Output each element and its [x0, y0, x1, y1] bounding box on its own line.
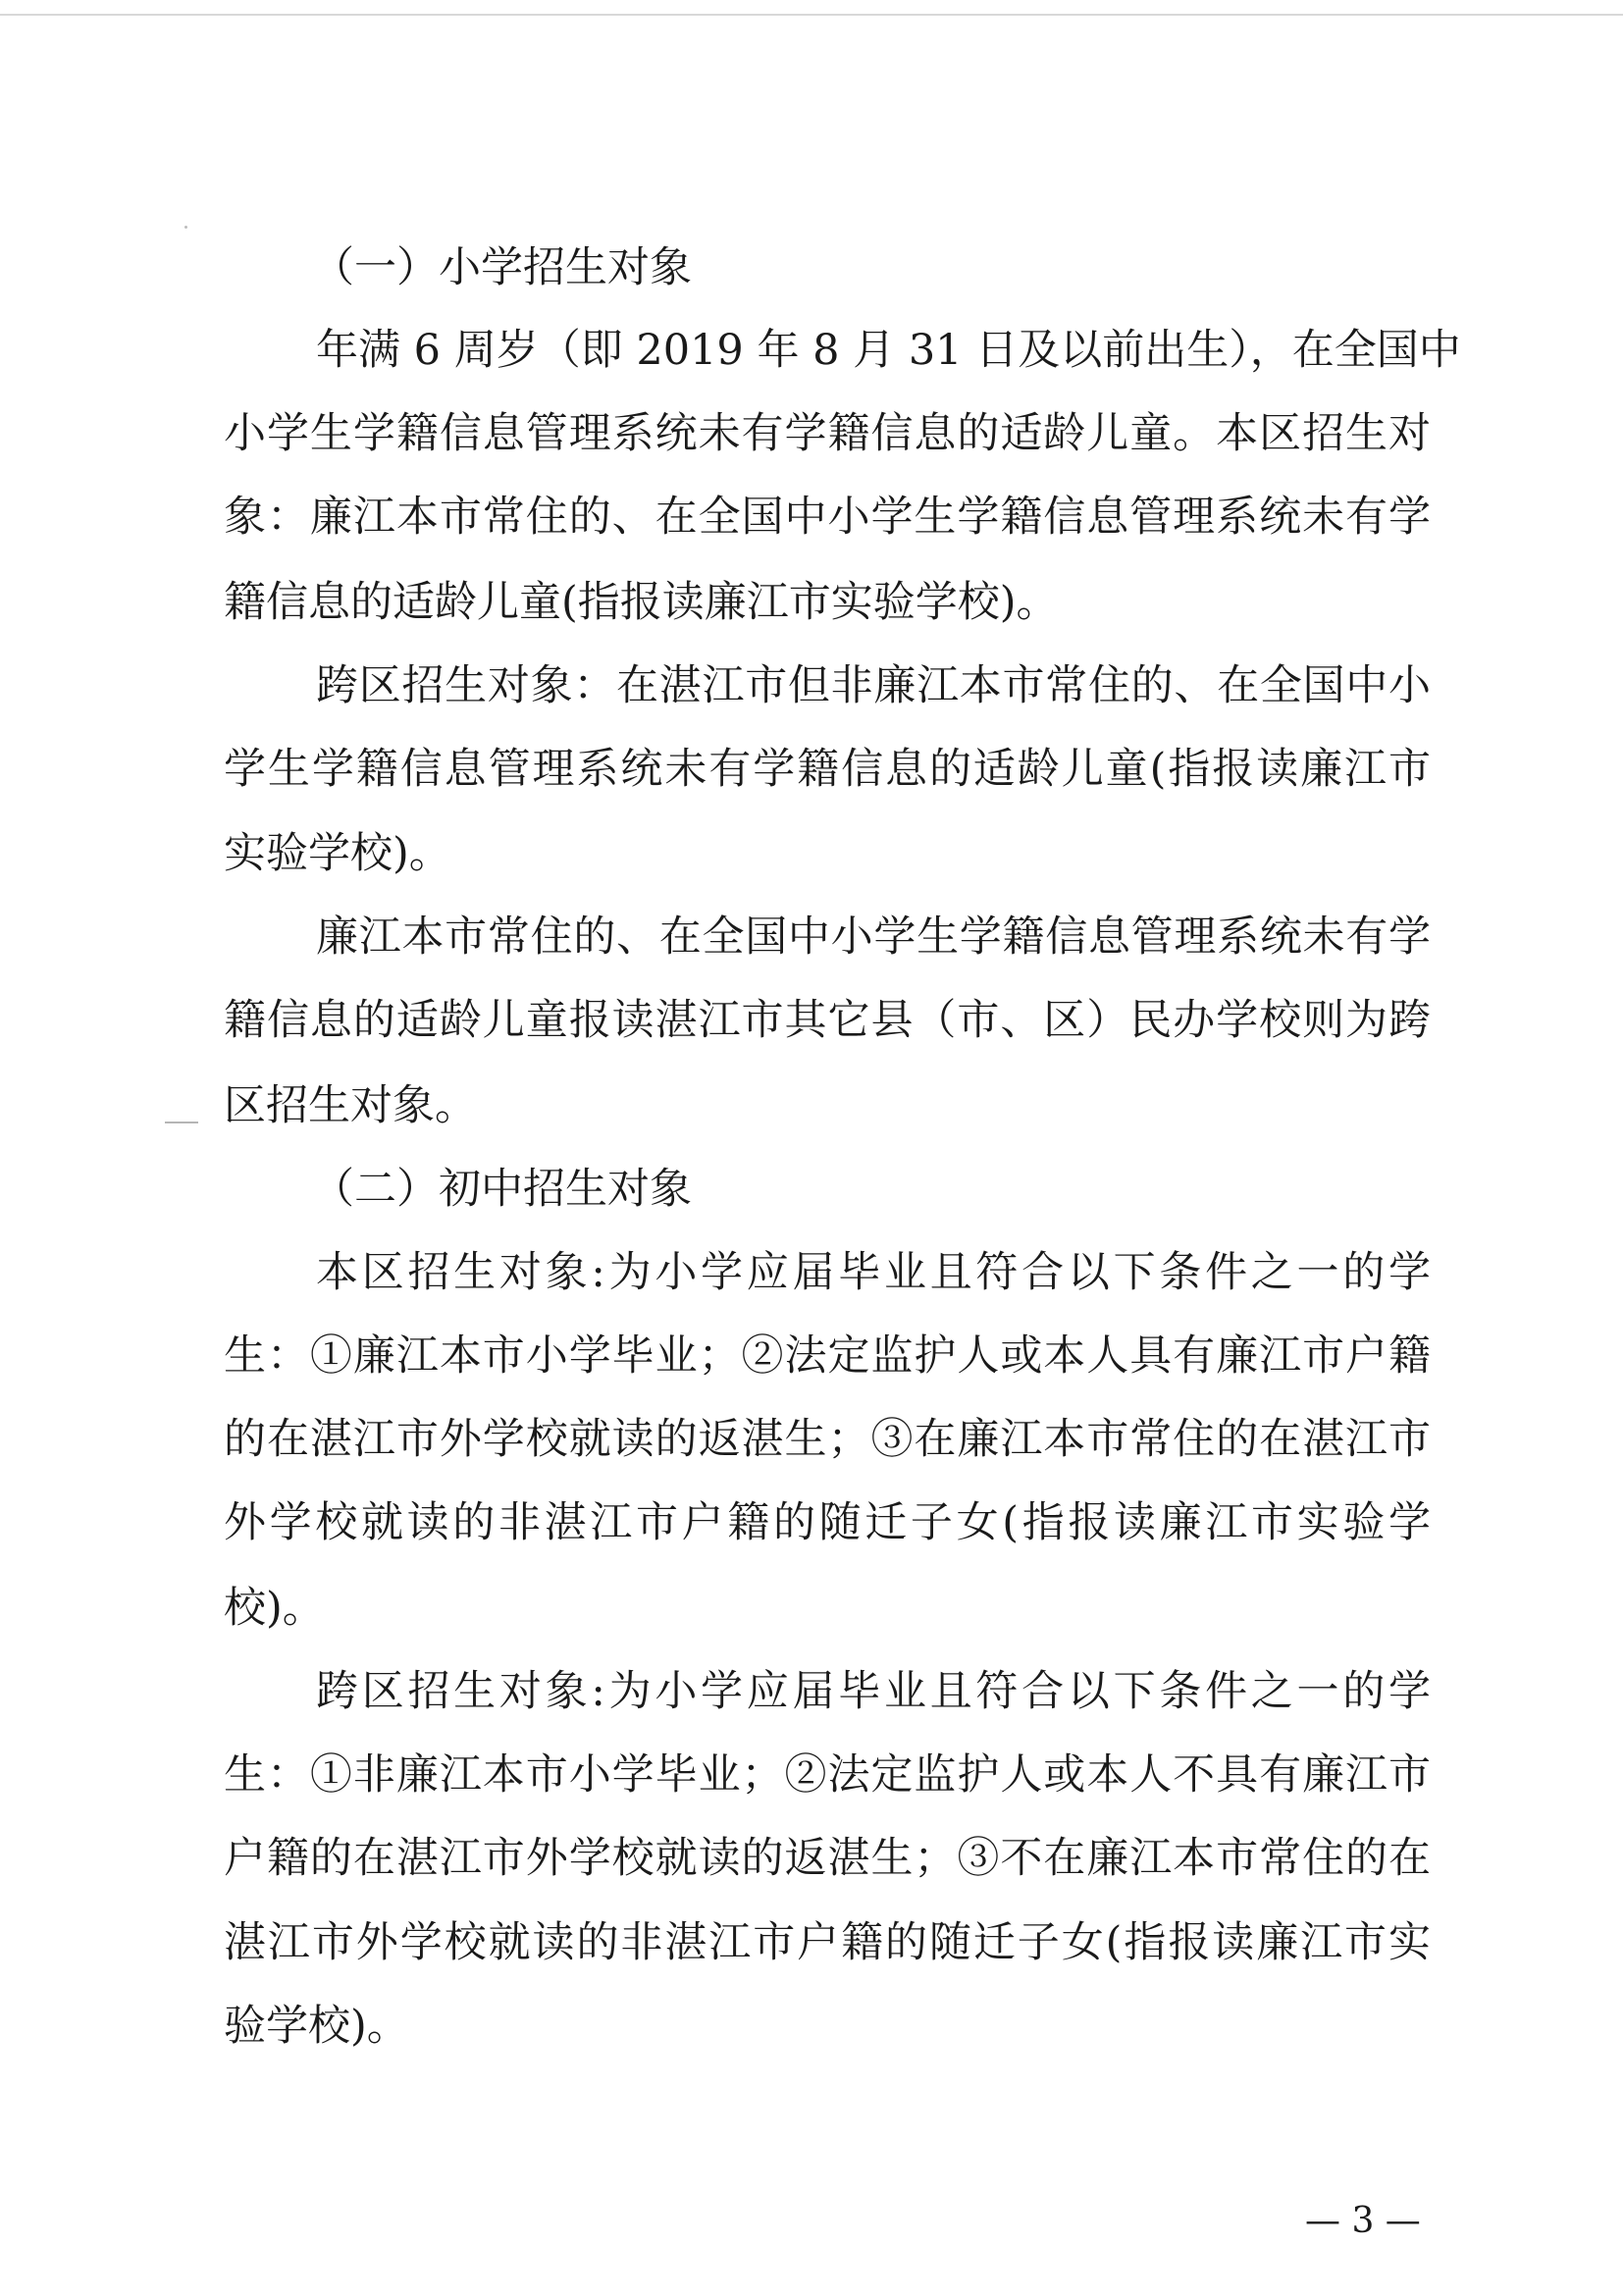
- paragraph-line: 跨区招生对象：在湛江市但非廉江本市常住的、在全国中小: [316, 661, 1431, 710]
- section-heading-primary: （一）小学招生对象: [312, 243, 692, 292]
- page-number: — 3 —: [1305, 2201, 1421, 2241]
- paragraph-line: 户籍的在湛江市外学校就读的返湛生；③不在廉江本市常住的在: [224, 1834, 1431, 1883]
- paragraph-line: 跨区招生对象:为小学应届毕业且符合以下条件之一的学: [316, 1667, 1431, 1716]
- paragraph-line: 校)。: [224, 1584, 325, 1633]
- paragraph-line: 生：①廉江本市小学毕业；②法定监护人或本人具有廉江市户籍: [224, 1331, 1431, 1381]
- section-heading-middle-school: （二）初中招生对象: [312, 1165, 692, 1214]
- paragraph-line: 生：①非廉江本市小学毕业；②法定监护人或本人不具有廉江市: [224, 1750, 1431, 1800]
- paragraph-line: 外学校就读的非湛江市户籍的随迁子女(指报读廉江市实验学: [224, 1498, 1431, 1547]
- paragraph-line: 学生学籍信息管理系统未有学籍信息的适龄儿童(指报读廉江市: [224, 745, 1431, 794]
- paragraph-line: 籍信息的适龄儿童(指报读廉江市实验学校)。: [224, 578, 1059, 627]
- scan-top-edge: [0, 14, 1623, 16]
- scan-artifact-dot: [184, 226, 187, 229]
- paragraph-line: 象：廉江本市常住的、在全国中小学生学籍信息管理系统未有学: [224, 493, 1431, 542]
- paragraph-line: 湛江市外学校就读的非湛江市户籍的随迁子女(指报读廉江市实: [224, 1918, 1431, 1967]
- paragraph-line: 的在湛江市外学校就读的返湛生；③在廉江本市常住的在湛江市: [224, 1415, 1431, 1464]
- paragraph-line: 廉江本市常住的、在全国中小学生学籍信息管理系统未有学: [316, 913, 1431, 962]
- paragraph-line: 本区招生对象:为小学应届毕业且符合以下条件之一的学: [316, 1248, 1431, 1297]
- paragraph-line: 验学校)。: [224, 2002, 409, 2051]
- paragraph-line: 区招生对象。: [224, 1081, 477, 1130]
- scan-margin-mark: [165, 1122, 198, 1123]
- paragraph-line: 籍信息的适龄儿童报读湛江市其它县（市、区）民办学校则为跨: [224, 996, 1431, 1045]
- paragraph-line: 实验学校)。: [224, 829, 451, 878]
- paragraph-line: 年满 6 周岁（即 2019 年 8 月 31 日及以前出生），在全国中: [316, 326, 1461, 375]
- paragraph-line: 小学生学籍信息管理系统未有学籍信息的适龄儿童。本区招生对: [224, 409, 1431, 458]
